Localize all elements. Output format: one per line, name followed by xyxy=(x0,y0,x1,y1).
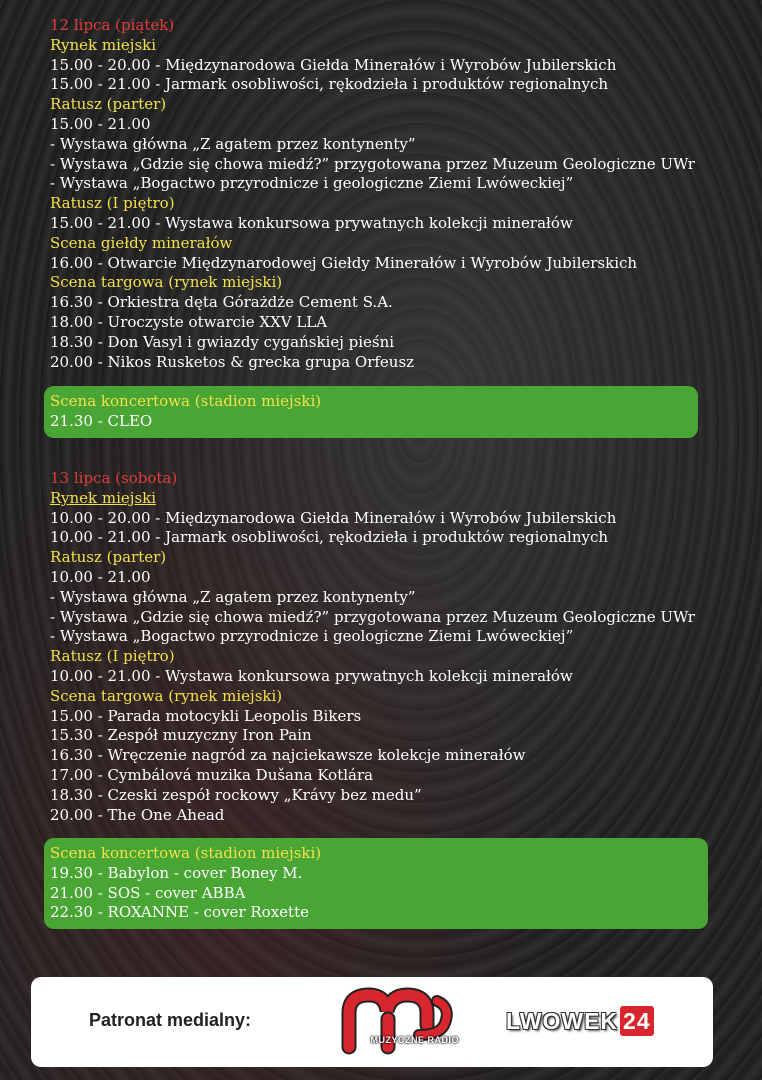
venue-heading: Rynek miejski xyxy=(50,488,157,507)
concert-venue-heading: Scena koncertowa (stadion miejski) xyxy=(50,392,322,410)
event-line: 16.30 - Wręczenie nagród za najciekawsze kolekcje minerałów xyxy=(50,746,526,765)
event-line: - Wystawa „Bogactwo przyrodnicze i geologiczne Ziemi Lwóweckiej” xyxy=(50,174,574,193)
muzyczne-radio-logo xyxy=(341,985,461,1060)
event-line: 15.00 - Parada motocykli Leopolis Bikers xyxy=(50,706,362,725)
event-line: 20.00 - Nikos Rusketos & grecka grupa Orfeusz xyxy=(50,352,415,371)
event-line: - Wystawa „Bogactwo przyrodnicze i geologiczne Ziemi Lwóweckiej” xyxy=(50,627,574,646)
venue-heading: Ratusz (parter) xyxy=(50,95,167,114)
concert-line: 22.30 - ROXANNE - cover Roxette xyxy=(50,903,309,922)
event-line: 10.00 - 20.00 - Międzynarodowa Giełda Minerałów i Wyrobów Jubilerskich xyxy=(50,508,617,527)
event-line: - Wystawa główna „Z agatem przez kontynenty” xyxy=(50,134,416,153)
event-line: 10.00 - 21.00 - Wystawa konkursowa prywatnych kolekcji minerałów xyxy=(50,666,573,685)
day-header: 12 lipca (piątek) xyxy=(50,16,175,34)
venue-heading: Scena giełdy minerałów xyxy=(50,233,233,252)
event-line: 15.00 - 21.00 - Jarmark osobliwości, rękodzieła i produktów regionalnych xyxy=(50,75,609,94)
concert-line: 21.00 - SOS - cover ABBA xyxy=(50,883,246,902)
venue-heading: Ratusz (I piętro) xyxy=(50,194,175,213)
media-patron-panel xyxy=(31,977,713,1067)
day1-section xyxy=(50,16,730,372)
event-line: 10.00 - 21.00 xyxy=(50,567,151,586)
venue-heading: Ratusz (parter) xyxy=(50,548,167,567)
event-line: 16.30 - Orkiestra dęta Górażdże Cement S.A. xyxy=(50,293,393,312)
event-line: 18.30 - Don Vasyl i gwiazdy cygańskiej pieśni xyxy=(50,332,395,351)
event-line: 15.00 - 21.00 - Wystawa konkursowa prywatnych kolekcji minerałów xyxy=(50,213,573,232)
concert-box-day1 xyxy=(44,386,698,438)
event-line: 18.00 - Uroczyste otwarcie XXV LLA xyxy=(50,312,328,331)
patron-label: Patronat medialny: xyxy=(89,1010,252,1030)
day2-section xyxy=(50,469,730,825)
event-line: 20.00 - The One Ahead xyxy=(50,805,225,824)
event-line: 18.30 - Czeski zespół rockowy „Krávy bez medu” xyxy=(50,785,422,804)
concert-venue-heading: Scena koncertowa (stadion miejski) xyxy=(50,844,322,862)
venue-heading: Rynek miejski xyxy=(50,35,157,54)
concert-line: 21.30 - CLEO xyxy=(50,411,153,430)
lwowek24-logo-word: LWOWEK xyxy=(506,1008,619,1034)
event-line: 16.00 - Otwarcie Międzynarodowej Giełdy Minerałów i Wyrobów Jubilerskich xyxy=(50,253,638,272)
venue-heading: Scena targowa (rynek miejski) xyxy=(50,686,283,705)
venue-heading: Scena targowa (rynek miejski) xyxy=(50,273,283,292)
venue-heading: Ratusz (I piętro) xyxy=(50,647,175,666)
muzyczne-radio-logo-text: MUZYCZNE RADIO xyxy=(370,1035,459,1045)
event-line: 15.30 - Zespół muzyczny Iron Pain xyxy=(50,726,312,745)
day-header: 13 lipca (sobota) xyxy=(50,469,178,487)
lwowek24-logo-number: 24 xyxy=(620,1006,654,1036)
event-line: 17.00 - Cymbálová muzika Dušana Kotlára xyxy=(50,765,374,784)
event-line: 10.00 - 21.00 - Jarmark osobliwości, rękodzieła i produktów regionalnych xyxy=(50,528,609,547)
concert-line: 19.30 - Babylon - cover Boney M. xyxy=(50,863,303,882)
lwowek24-logo xyxy=(506,1006,654,1036)
event-line: 15.00 - 20.00 - Międzynarodowa Giełda Minerałów i Wyrobów Jubilerskich xyxy=(50,55,617,74)
event-line: 15.00 - 21.00 xyxy=(50,114,151,133)
event-line: - Wystawa główna „Z agatem przez kontynenty” xyxy=(50,587,416,606)
concert-box-day2 xyxy=(44,838,708,929)
event-line: - Wystawa „Gdzie się chowa miedź?” przygotowana przez Muzeum Geologiczne UWr xyxy=(50,154,695,173)
event-line: - Wystawa „Gdzie się chowa miedź?” przygotowana przez Muzeum Geologiczne UWr xyxy=(50,607,695,626)
